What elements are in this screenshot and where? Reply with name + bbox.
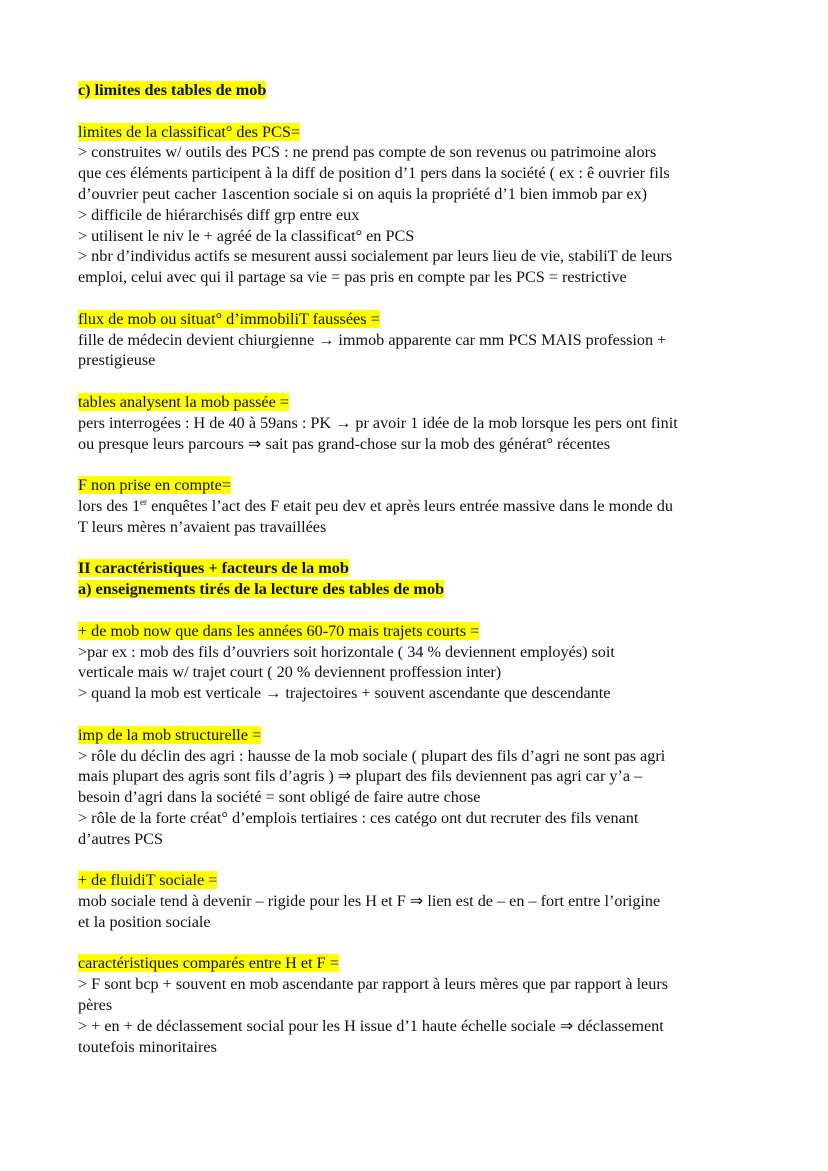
blank-line: [78, 371, 778, 392]
section-heading: [78, 80, 778, 101]
section-heading: [78, 558, 778, 579]
highlighted-heading-text: imp de la mob structurelle =: [78, 725, 262, 744]
text-line: T leurs mères n’avaient pas travaillées: [78, 517, 327, 536]
text-line: fille de médecin devient chiurgienne → immob apparente car mm PCS MAIS profession +: [78, 330, 667, 349]
section: [78, 392, 778, 454]
blank-line: [78, 933, 778, 954]
text-line: > + en + de déclassement social pour les H issue d’1 haute échelle sociale ⇒ déclassement: [78, 1016, 664, 1035]
blank-line: [78, 849, 778, 870]
text-line: d’ouvrier peut cacher 1ascention sociale si on aquis la propriété d’1 bien immob par ex): [78, 184, 648, 203]
text-line: >par ex : mob des fils d’ouvriers soit horizontale ( 34 % deviennent employés) soit: [78, 642, 615, 661]
highlighted-heading-text: tables analysent la mob passée =: [78, 392, 289, 411]
section: [78, 122, 778, 288]
highlighted-heading-text: limites de la classificat° des PCS=: [78, 122, 300, 141]
text-line: toutefois minoritaires: [78, 1037, 217, 1056]
text-line: [78, 496, 778, 517]
text-line: > difficile de hiérarchisés diff grp entre eux: [78, 205, 360, 224]
section-heading: [78, 392, 778, 413]
text-line: et la position sociale: [78, 912, 211, 931]
text-line: emploi, celui avec qui il partage sa vie = pas pris en compte par les PCS = restrictive: [78, 268, 627, 287]
highlighted-heading-text: caractéristiques comparés entre H et F =: [78, 954, 339, 973]
text-line: mais plupart des agris sont fils d’agris ) ⇒ plupart des fils deviennent pas agri car y’a –: [78, 767, 643, 786]
text-line: > rôle de la forte créat° d’emplois tertiaires : ces catégo ont dut recruter des fils venant: [78, 808, 639, 827]
text-line: ou presque leurs parcours ⇒ sait pas grand-chose sur la mob des générat° récentes: [78, 434, 611, 453]
section-heading: [78, 870, 778, 891]
blank-line: [78, 101, 778, 122]
highlighted-heading-text: c) limites des tables de mob: [78, 81, 267, 99]
text-line: que ces éléments participent à la diff de position d’1 pers dans la société ( ex : ê ouvrier fils: [78, 164, 670, 183]
section: [78, 309, 778, 371]
highlighted-heading-text: a) enseignements tirés de la lecture des tables de mob: [78, 580, 445, 599]
highlighted-heading-text: flux de mob ou situat° d’immobiliT faussées =: [78, 309, 380, 328]
blank-line: [78, 704, 778, 725]
text-line: mob sociale tend à devenir – rigide pour les H et F ⇒ lien est de – en – fort entre l’origine: [78, 892, 661, 911]
section-heading: [78, 475, 778, 496]
blank-line: [78, 288, 778, 309]
text-line: d’autres PCS: [78, 829, 163, 848]
section: [78, 80, 778, 101]
section-heading: [78, 621, 778, 642]
blank-line: [78, 538, 778, 559]
text-line: > nbr d’individus actifs se mesurent aussi socialement par leurs lieu de vie, stabiliT de leurs: [78, 247, 673, 266]
section-heading: [78, 309, 778, 330]
text-line: verticale mais w/ trajet court ( 20 % deviennent proffession inter): [78, 663, 502, 682]
highlighted-heading-text: F non prise en compte=: [78, 476, 231, 495]
text-before: lors des 1: [78, 496, 141, 515]
blank-line: [78, 454, 778, 475]
text-line: > quand la mob est verticale → trajectoires + souvent ascendante que descendante: [78, 684, 611, 703]
text-line: besoin d’agri dans la société = sont obligé de faire autre chose: [78, 788, 481, 807]
text-line: prestigieuse: [78, 351, 156, 370]
text-line: pères: [78, 996, 113, 1015]
section-heading: [78, 953, 778, 974]
text-line: > utilisent le niv le + agréé de la classificat° en PCS: [78, 226, 415, 245]
section: [78, 870, 778, 932]
text-after: enquêtes l’act des F etait peu dev et après leurs entrée massive dans le monde du: [147, 496, 673, 515]
highlighted-heading-text: + de mob now que dans les années 60-70 mais trajets courts =: [78, 621, 480, 640]
section-heading: [78, 122, 778, 143]
section: [78, 725, 778, 850]
section: [78, 558, 778, 600]
text-line: > construites w/ outils des PCS : ne prend pas compte de son revenus ou patrimoine alors: [78, 143, 657, 162]
text-line: pers interrogées : H de 40 à 59ans : PK → pr avoir 1 idée de la mob lorsque les pers ont finit: [78, 413, 678, 432]
section: [78, 953, 778, 1057]
document-page: [78, 80, 778, 1057]
section-heading: [78, 579, 778, 600]
highlighted-heading-text: II caractéristiques + facteurs de la mob: [78, 559, 349, 578]
text-line: > rôle du déclin des agri : hausse de la mob sociale ( plupart des fils d’agri ne sont pas agri: [78, 746, 666, 765]
section: [78, 475, 778, 537]
superscript: er: [140, 496, 148, 507]
blank-line: [78, 600, 778, 621]
section-heading: [78, 725, 778, 746]
section: [78, 621, 778, 704]
text-line: > F sont bcp + souvent en mob ascendante par rapport à leurs mères que par rapport à leurs: [78, 975, 669, 994]
highlighted-heading-text: + de fluidiT sociale =: [78, 871, 218, 890]
